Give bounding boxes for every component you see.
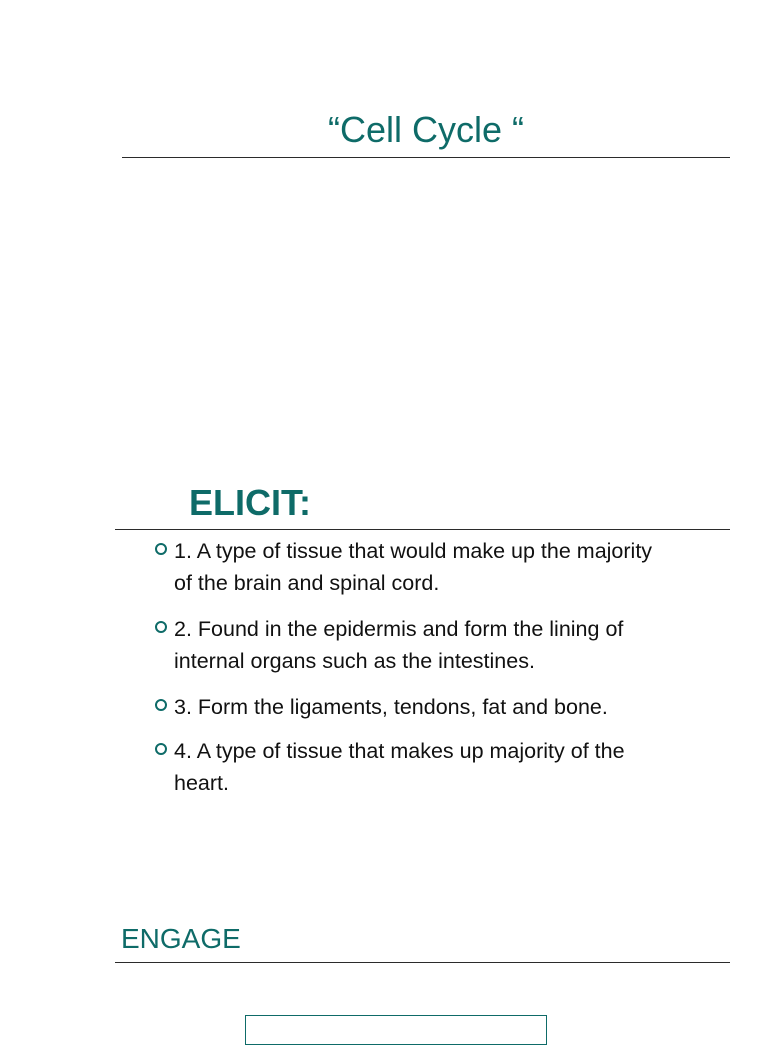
engage-heading: ENGAGE <box>121 923 241 954</box>
list-item <box>152 535 662 599</box>
engage-divider <box>115 962 730 963</box>
elicit-list <box>152 535 662 813</box>
hollow-circle-bullet-icon <box>155 699 167 711</box>
list-item <box>152 691 662 723</box>
elicit-heading: ELICIT: <box>189 482 311 523</box>
list-item-text: 1. A type of tissue that would make up the majority of the brain and spinal cord. <box>174 539 653 595</box>
hollow-circle-bullet-icon <box>155 621 167 633</box>
list-item-text: 2. Found in the epidermis and form the lining of internal organs such as the intestines. <box>174 617 624 673</box>
page-title: “Cell Cycle “ <box>327 109 524 150</box>
list-item <box>152 735 662 799</box>
hollow-circle-bullet-icon <box>155 543 167 555</box>
content-box <box>245 1015 547 1045</box>
list-item <box>152 613 662 677</box>
hollow-circle-bullet-icon <box>155 743 167 755</box>
elicit-divider <box>115 529 730 530</box>
title-divider <box>122 157 730 158</box>
list-item-text: 3. Form the ligaments, tendons, fat and bone. <box>174 695 608 719</box>
list-item-text: 4. A type of tissue that makes up majority of the heart. <box>174 739 625 795</box>
